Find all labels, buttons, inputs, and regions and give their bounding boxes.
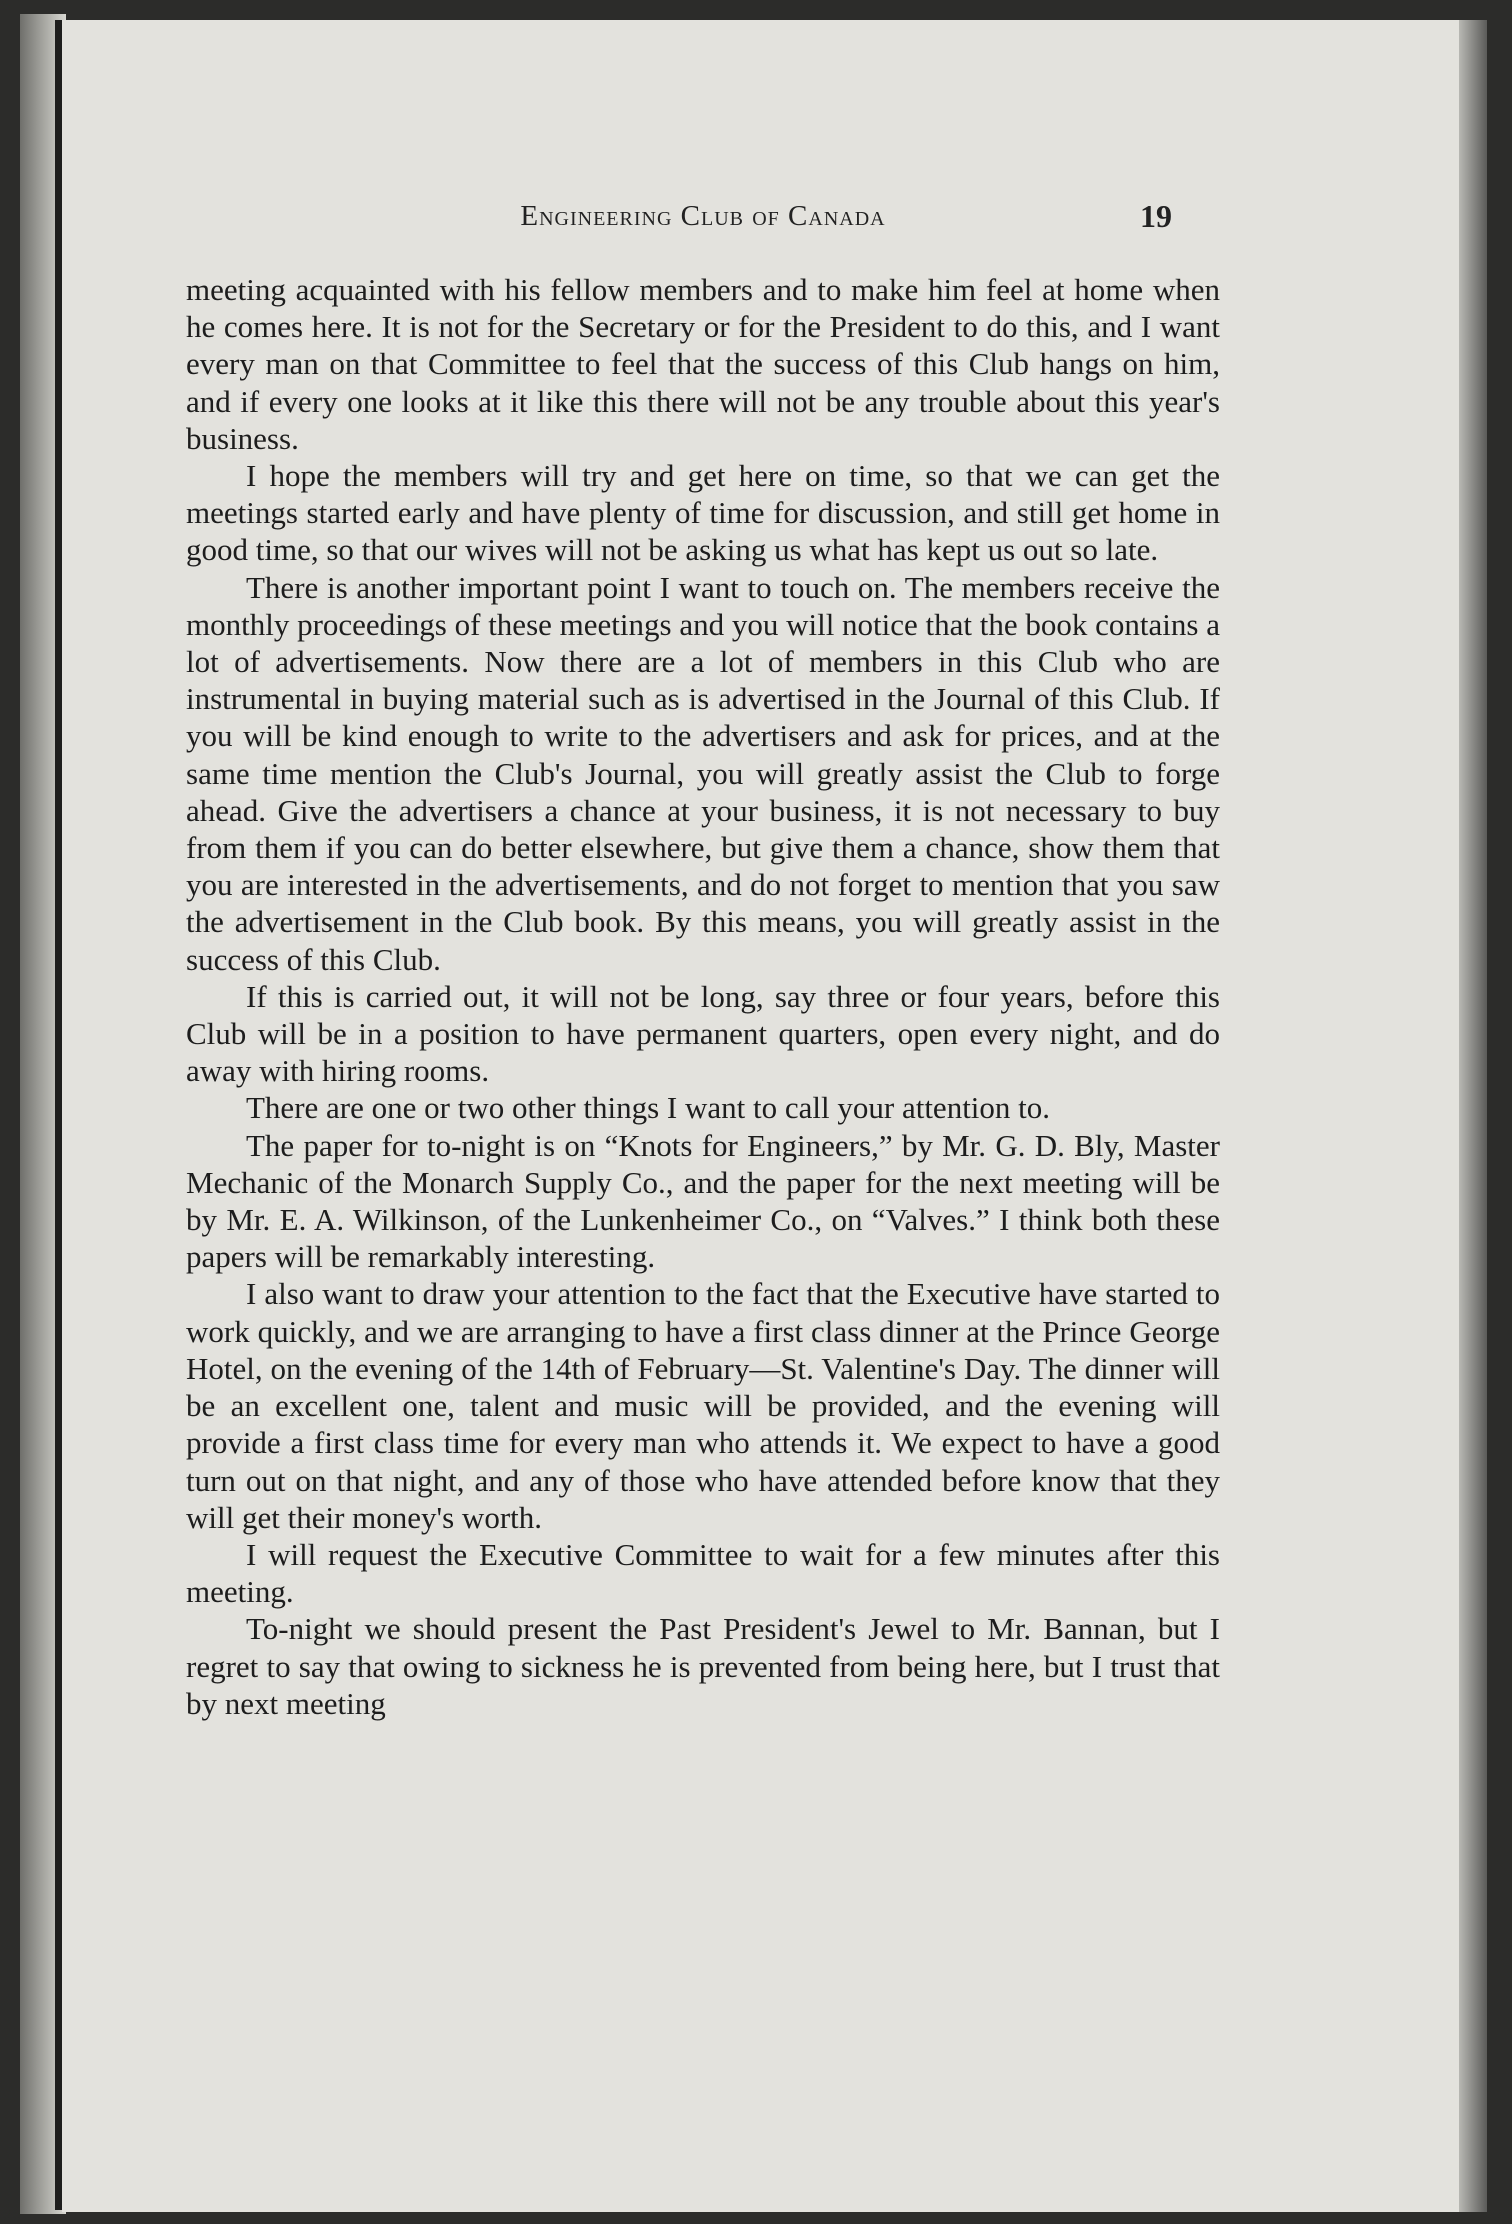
paragraph: meeting acquainted with his fellow members and to make him feel at home when he comes here. It is not for the Secretary or for the President to do this, and I want every man on that Committee to feel that the success of this Club hangs on him, and if every one looks at it like this there will not be any trouble about this year's business. bbox=[186, 272, 1220, 456]
paragraph: I will request the Executive Committee to wait for a few minutes after this meeting. bbox=[186, 1536, 1220, 1610]
page-number: 19 bbox=[1140, 198, 1172, 234]
paragraph: To-night we should present the Past President's Jewel to Mr. Bannan, but I regret to say that owing to sickness he is prevented from being here, but I trust that by next meeting bbox=[186, 1611, 1220, 1721]
paragraph: There are one or two other things I want to call your attention to. bbox=[246, 1090, 1051, 1126]
page-right-shadow bbox=[1459, 20, 1487, 2212]
running-head-title: Engineering Club of Canada bbox=[520, 200, 886, 232]
paragraph: The paper for to-night is on “Knots for Engineers,” by Mr. G. D. Bly, Master Mechanic of the Monarch Supply Co., and the paper for the next meeting will be by Mr. E. A. Wilkinson, of the Lunkenheimer Co., on “Valves.” I think both these papers will be remarkably interesting. bbox=[186, 1127, 1220, 1275]
paragraph: I hope the members will try and get here on time, so that we can get the meetings started early and have plenty of time for discussion, and still get home in good time, so that our wives will not be asking us what has kept us out so late. bbox=[186, 458, 1220, 568]
paragraph: There is another important point I want to touch on. The members receive the monthly proceedings of these meetings and you will notice that the book contains a lot of advertisements. Now there are a lot of members in this Club who are instrumental in buying material such as is advertised in the Journal of this Club. If you will be kind enough to write to the advertisers and ask for prices, and at the same time mention the Club's Journal, you will greatly assist the Club to forge ahead. Give the advertisers a chance at your business, it is not necessary to buy from them if you can do better elsewhere, but give them a chance, show them that you are interested in the advertisements, and do not forget to mention that you saw the advertisement in the Club book. By this means, you will greatly assist in the success of this Club. bbox=[186, 569, 1220, 977]
paragraph: I also want to draw your attention to the fact that the Executive have started to work quickly, and we are arranging to have a first class dinner at the Prince George Hotel, on the evening of the 14th of February—St. Valentine's Day. The dinner will be an excellent one, talent and music will be provided, and the evening will provide a first class time for every man who attends it. We expect to have a good turn out on that night, and any of those who have attended before know that they will get their money's worth. bbox=[186, 1276, 1220, 1535]
book-binding bbox=[55, 20, 62, 2210]
paragraph: If this is carried out, it will not be long, say three or four years, before this Club will be in a position to have permanent quarters, open every night, and do away with hiring rooms. bbox=[186, 978, 1220, 1089]
running-head bbox=[186, 200, 1220, 244]
body-text bbox=[186, 271, 1220, 1722]
